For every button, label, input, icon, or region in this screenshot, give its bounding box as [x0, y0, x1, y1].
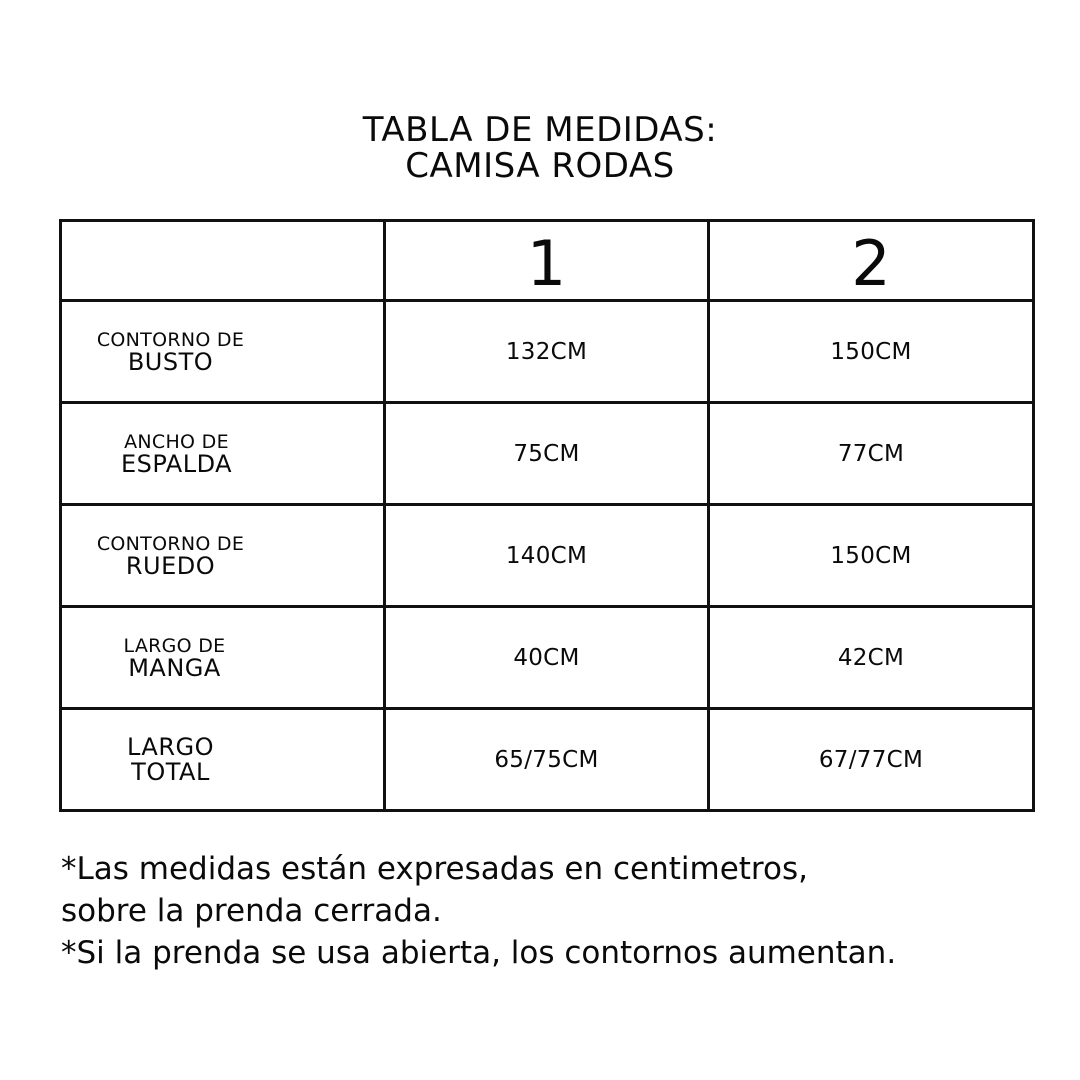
value-size-1: 132CM: [505, 338, 588, 365]
measure-label-bottom: MANGA: [128, 653, 221, 682]
page-title: [0, 112, 1080, 184]
value-cell: [709, 505, 1034, 607]
table-row: [61, 301, 1034, 403]
size-table: [59, 219, 1035, 812]
value-size-2: 42CM: [837, 644, 905, 671]
note-line-3: *Si la prenda se usa abierta, los contornos aumentan.: [61, 935, 897, 971]
value-size-2: 67/77CM: [818, 746, 924, 773]
value-cell: [385, 301, 709, 403]
value-cell: [709, 301, 1034, 403]
table-row: [61, 607, 1034, 709]
measure-label-cell: [61, 607, 385, 709]
measure-label-cell: [61, 505, 385, 607]
value-size-2: 77CM: [837, 440, 905, 467]
value-size-1: 65/75CM: [494, 746, 599, 773]
value-cell: [385, 709, 709, 811]
title-line-1: TABLA DE MEDIDAS:: [362, 110, 718, 150]
header-size-2: [709, 221, 1034, 301]
table-row: [61, 709, 1034, 811]
note-line-2: sobre la prenda cerrada.: [61, 893, 442, 929]
value-cell: [709, 403, 1034, 505]
value-cell: [709, 607, 1034, 709]
title-line-2: CAMISA RODAS: [405, 146, 675, 186]
value-size-2: 150CM: [830, 542, 912, 569]
table-header-row: [61, 221, 1034, 301]
value-size-1: 75CM: [513, 440, 580, 467]
value-size-2: 150CM: [830, 338, 912, 365]
value-size-1: 140CM: [505, 542, 588, 569]
size-1-label: 1: [526, 226, 567, 300]
measure-label-bottom: BUSTO: [127, 347, 214, 376]
notes: [61, 848, 1051, 974]
measure-label-top: CONTORNO DE: [96, 328, 245, 351]
measure-label-cell: [61, 403, 385, 505]
measure-label-top: LARGO DE: [123, 634, 226, 657]
header-empty-cell: [61, 221, 385, 301]
value-cell: [385, 607, 709, 709]
measure-label-cell: [61, 301, 385, 403]
measure-label-top: CONTORNO DE: [96, 532, 245, 555]
measure-label-cell: [61, 709, 385, 811]
table-row: [61, 505, 1034, 607]
value-cell: [709, 709, 1034, 811]
value-cell: [385, 403, 709, 505]
size-2-label: 2: [851, 226, 891, 300]
header-size-1: [385, 221, 709, 301]
measure-label-top: LARGO: [126, 732, 214, 761]
value-size-1: 40CM: [513, 644, 580, 671]
note-line-1: *Las medidas están expresadas en centimetros,: [61, 851, 808, 887]
table-row: [61, 403, 1034, 505]
value-cell: [385, 505, 709, 607]
measure-label-top: ANCHO DE: [124, 430, 229, 453]
measure-label-bottom: TOTAL: [131, 757, 210, 786]
measure-label-bottom: RUEDO: [125, 551, 216, 580]
measure-label-bottom: ESPALDA: [120, 449, 233, 478]
